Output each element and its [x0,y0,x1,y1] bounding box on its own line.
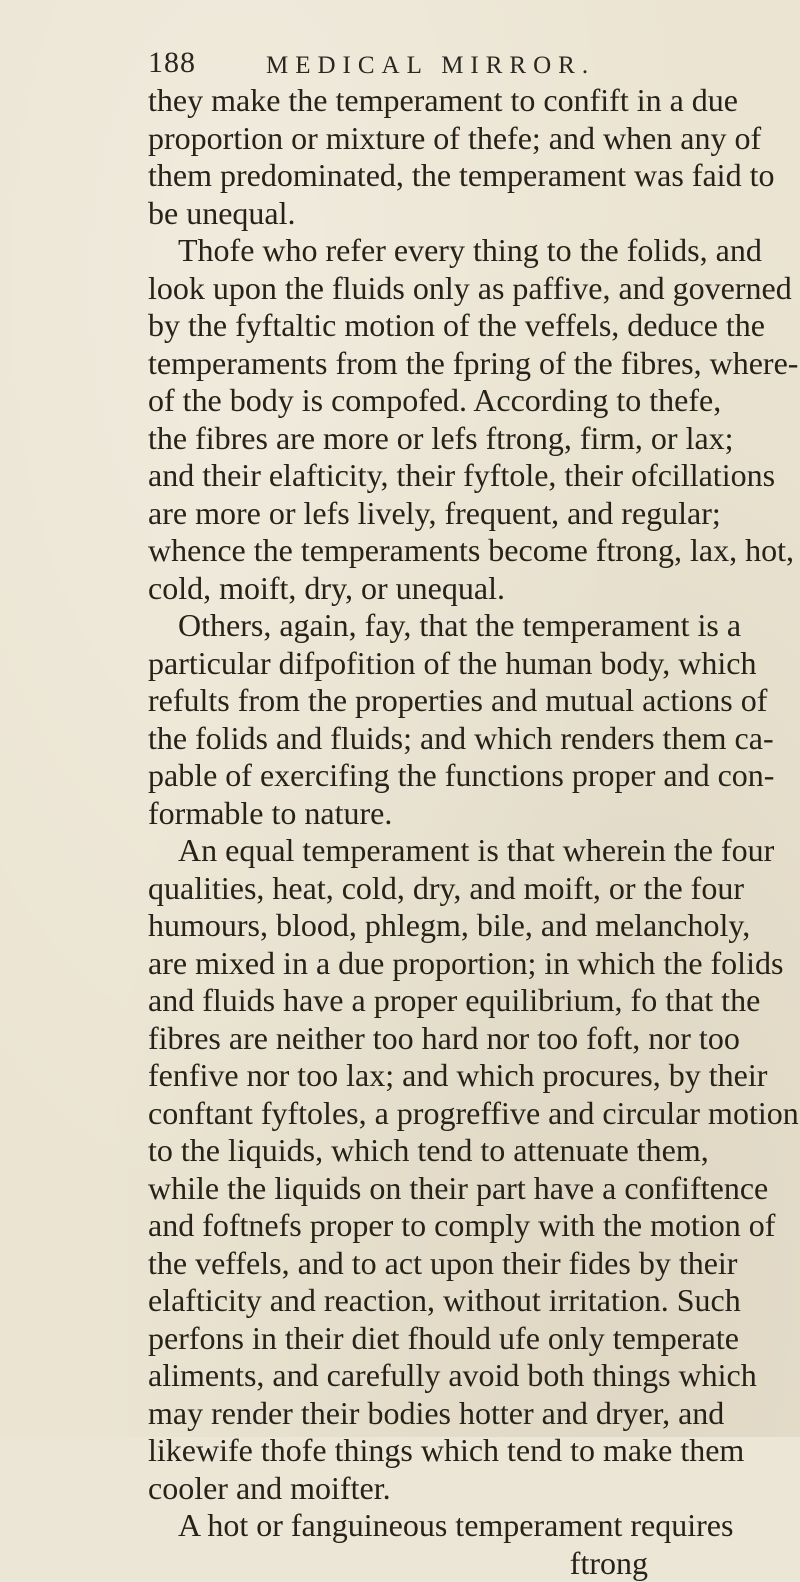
text-line: elafticity and reaction, without irritation. Such [148,1282,708,1320]
text-line: are mixed in a due proportion; in which the folids [148,945,708,983]
text-line: be unequal. [148,195,708,233]
catchword: ftrong [148,1545,708,1582]
text-line: aliments, and carefully avoid both things which [148,1357,708,1395]
text-line: proportion or mixture of thefe; and when any of [148,120,708,158]
text-line: the veffels, and to act upon their fides by their [148,1245,708,1283]
text-line: and foftnefs proper to comply with the motion of [148,1207,708,1245]
text-line: formable to nature. [148,795,708,833]
text-line: qualities, heat, cold, dry, and moift, or the four [148,870,708,908]
text-line: look upon the fluids only as paffive, and governed [148,270,708,308]
text-line: the folids and fluids; and which renders them ca- [148,720,708,758]
text-line: conftant fyftoles, a progreffive and circular motion [148,1095,708,1133]
text-line: the fibres are more or lefs ftrong, firm, or lax; [148,420,708,458]
text-line: and fluids have a proper equilibrium, fo that the [148,982,708,1020]
paragraph-start-line: An equal temperament is that wherein the four [148,832,708,870]
running-head [148,40,708,80]
paragraph-start-line: A hot or fanguineous temperament requires [148,1507,708,1545]
text-line: refults from the properties and mutual actions of [148,682,708,720]
text-line: whence the temperaments become ftrong, lax, hot, [148,532,708,570]
text-line: fibres are neither too hard nor too foft, nor too [148,1020,708,1058]
text-line: may render their bodies hotter and dryer, and [148,1395,708,1433]
page-number: 188 [148,46,196,80]
text-line: while the liquids on their part have a confiftence [148,1170,708,1208]
text-line: perfons in their diet fhould ufe only temperate [148,1320,708,1358]
text-line: cold, moift, dry, or unequal. [148,570,708,608]
text-line: are more or lefs lively, frequent, and regular; [148,495,708,533]
text-line: temperaments from the fpring of the fibres, where- [148,345,708,383]
running-title: MEDICAL MIRROR. [266,52,595,80]
paragraph-start-line: Others, again, fay, that the temperament is a [148,607,708,645]
text-line: likewife thofe things which tend to make them [148,1432,708,1470]
text-line: fenfive nor too lax; and which procures, by their [148,1057,708,1095]
text-line: particular difpofition of the human body, which [148,645,708,683]
text-line: humours, blood, phlegm, bile, and melancholy, [148,907,708,945]
paragraph-start-line: Thofe who refer every thing to the folids, and [148,232,708,270]
text-line: they make the temperament to confift in a due [148,82,708,120]
text-line: of the body is compofed. According to thefe, [148,382,708,420]
text-line: cooler and moifter. [148,1470,708,1508]
text-line: them predominated, the temperament was faid to [148,157,708,195]
text-line: pable of exercifing the functions proper and con- [148,757,708,795]
body-text [148,82,708,1582]
text-line: and their elafticity, their fyftole, their ofcillations [148,457,708,495]
text-line: by the fyftaltic motion of the veffels, deduce the [148,307,708,345]
text-line: to the liquids, which tend to attenuate them, [148,1132,708,1170]
